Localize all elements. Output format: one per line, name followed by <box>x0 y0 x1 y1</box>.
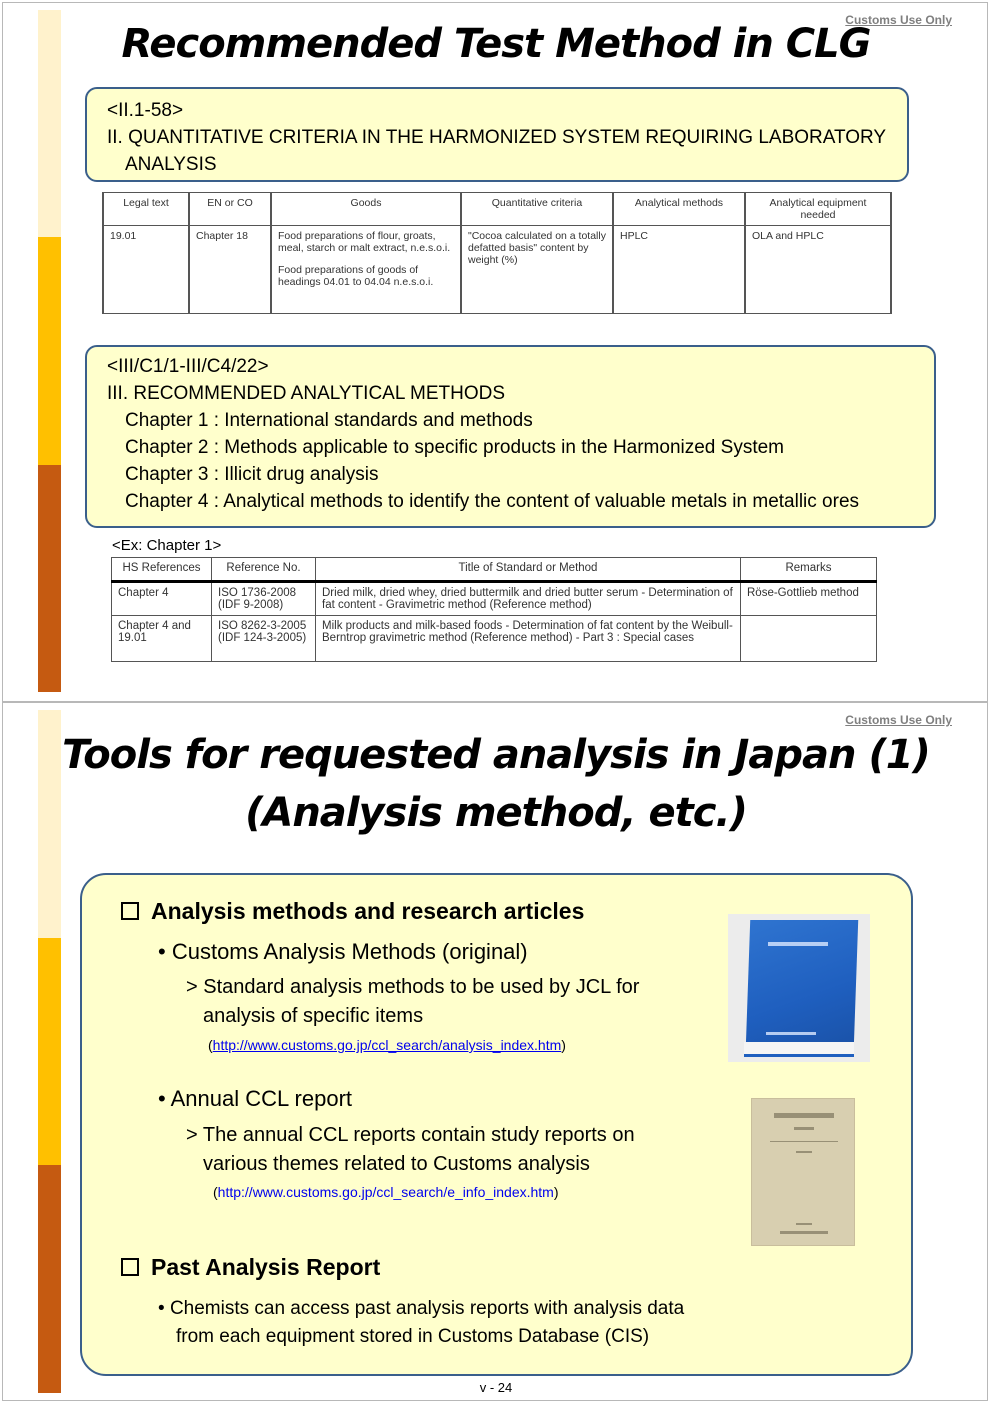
bullet-text-cont: from each equipment stored in Customs Database (CIS) <box>176 1326 650 1347</box>
desc-line: > Standard analysis methods to be used by JCL for <box>186 976 640 998</box>
table-header-row <box>103 193 891 226</box>
e-info-index-url-link[interactable]: http://www.customs.go.jp/ccl_search/e_info_index.htm <box>217 1184 554 1200</box>
section-ref: <II.1-58> <box>107 100 184 121</box>
slide-title: Recommended Test Method in CLG <box>121 21 871 67</box>
chapter-item: Chapter 1 : International standards and methods <box>125 410 533 431</box>
slide-title: Tools for requested analysis in Japan (1) <box>62 732 930 778</box>
section-heading: III. RECOMMENDED ANALYTICAL METHODS <box>107 383 505 404</box>
goods-text-1: Food preparations of flour, groats, meal, starch or malt extract, n.e.s.o.i. <box>278 230 451 254</box>
cell-hs: Chapter 4 and 19.01 <box>112 616 212 662</box>
cell-legal-text: 19.01 <box>103 226 189 314</box>
accent-stripe-orange <box>38 1165 61 1393</box>
col-quantitative-criteria: Quantitative criteria <box>461 193 613 226</box>
cell-methods: HPLC <box>613 226 745 314</box>
bullet-annual-ccl-report: • Annual CCL report <box>158 1086 353 1111</box>
quantitative-criteria-table <box>102 192 892 314</box>
bullet-text: Annual CCL report <box>170 1086 353 1111</box>
cell-remarks <box>741 616 877 662</box>
section-heading-past-analysis <box>121 1254 380 1281</box>
annual-ccl-report-book-image <box>751 1098 855 1246</box>
table-header-row <box>112 558 877 582</box>
section-heading-text: Analysis methods and research articles <box>151 898 585 924</box>
col-goods: Goods <box>271 193 461 226</box>
bullet-text: Customs Analysis Methods (original) <box>171 939 528 964</box>
col-hs-references: HS References <box>112 558 212 582</box>
col-legal-text: Legal text <box>103 193 189 226</box>
chapter-item: Chapter 2 : Methods applicable to specific products in the Harmonized System <box>125 437 784 458</box>
table-row <box>112 616 877 662</box>
bullet-past-analysis: • Chemists can access past analysis reports with analysis data <box>158 1298 685 1319</box>
cell-hs: Chapter 4 <box>112 582 212 616</box>
slide-subtitle: (Analysis method, etc.) <box>245 790 747 836</box>
col-title: Title of Standard or Method <box>316 558 741 582</box>
page-number: v - 24 <box>479 1380 513 1395</box>
chapter-item: Chapter 3 : Illicit drug analysis <box>125 464 379 485</box>
clg-section-ii-box <box>85 87 909 182</box>
link-e-info-index: (http://www.customs.go.jp/ccl_search/e_info_index.htm) <box>213 1184 559 1200</box>
cell-en-or-co: Chapter 18 <box>189 226 271 314</box>
goods-text-2: Food preparations of goods of headings 04.01 to 04.04 n.e.s.o.i. <box>278 264 434 288</box>
cell-ref-no: ISO 1736-2008 (IDF 9-2008) <box>212 582 316 616</box>
cell-criteria: "Cocoa calculated on a totally defatted basis" content by weight (%) <box>461 226 613 314</box>
analysis-index-url-link[interactable]: http://www.customs.go.jp/ccl_search/analysis_index.htm <box>212 1037 562 1053</box>
clg-section-iii-box <box>85 345 936 528</box>
recommended-methods-table <box>111 557 877 662</box>
desc-line: various themes related to Customs analysis <box>203 1153 590 1175</box>
example-label: <Ex: Chapter 1> <box>112 537 222 554</box>
customs-use-only-label: Customs Use Only <box>845 13 952 27</box>
customs-use-only-label: Customs Use Only <box>845 713 952 727</box>
section-heading-analysis-methods <box>121 898 584 925</box>
cell-goods <box>271 226 461 314</box>
table-row <box>103 226 891 314</box>
desc-line: > The annual CCL reports contain study reports on <box>186 1124 635 1146</box>
table-row <box>112 582 877 616</box>
cell-title: Dried milk, dried whey, dried buttermilk and dried butter serum - Determination of fat content - Gravimetric method (Reference method) <box>316 582 741 616</box>
customs-analysis-methods-book-image <box>728 914 870 1062</box>
desc-line: analysis of specific items <box>203 1005 424 1027</box>
chapter-item: Chapter 4 : Analytical methods to identify the content of valuable metals in metallic ores <box>125 491 860 512</box>
bullet-customs-analysis-methods: • Customs Analysis Methods (original) <box>158 939 528 964</box>
section-heading-text: Past Analysis Report <box>151 1254 381 1280</box>
section-heading-cont: ANALYSIS <box>125 154 217 175</box>
accent-stripe-gold <box>38 938 61 1165</box>
square-bullet-icon <box>121 902 139 920</box>
link-analysis-index: (http://www.customs.go.jp/ccl_search/analysis_index.htm) <box>208 1037 566 1053</box>
accent-stripe-gold <box>38 237 61 465</box>
cell-equipment: OLA and HPLC <box>745 226 891 314</box>
col-remarks: Remarks <box>741 558 877 582</box>
cell-title: Milk products and milk-based foods - Determination of fat content by the Weibull-Berntrop gravimetric method (Reference method) - Part 3 : Special cases <box>316 616 741 662</box>
cell-ref-no: ISO 8262-3-2005 (IDF 124-3-2005) <box>212 616 316 662</box>
col-en-or-co: EN or CO <box>189 193 271 226</box>
col-analytical-equipment: Analytical equipment needed <box>745 193 891 226</box>
col-analytical-methods: Analytical methods <box>613 193 745 226</box>
square-bullet-icon <box>121 1258 139 1276</box>
col-reference-no: Reference No. <box>212 558 316 582</box>
accent-stripe-orange <box>38 465 61 692</box>
cell-remarks: Röse-Gottlieb method <box>741 582 877 616</box>
bullet-text: Chemists can access past analysis reports with analysis data <box>169 1298 685 1319</box>
section-ref: <III/C1/1-III/C4/22> <box>107 356 269 377</box>
section-heading: II. QUANTITATIVE CRITERIA IN THE HARMONIZED SYSTEM REQUIRING LABORATORY <box>107 127 887 148</box>
